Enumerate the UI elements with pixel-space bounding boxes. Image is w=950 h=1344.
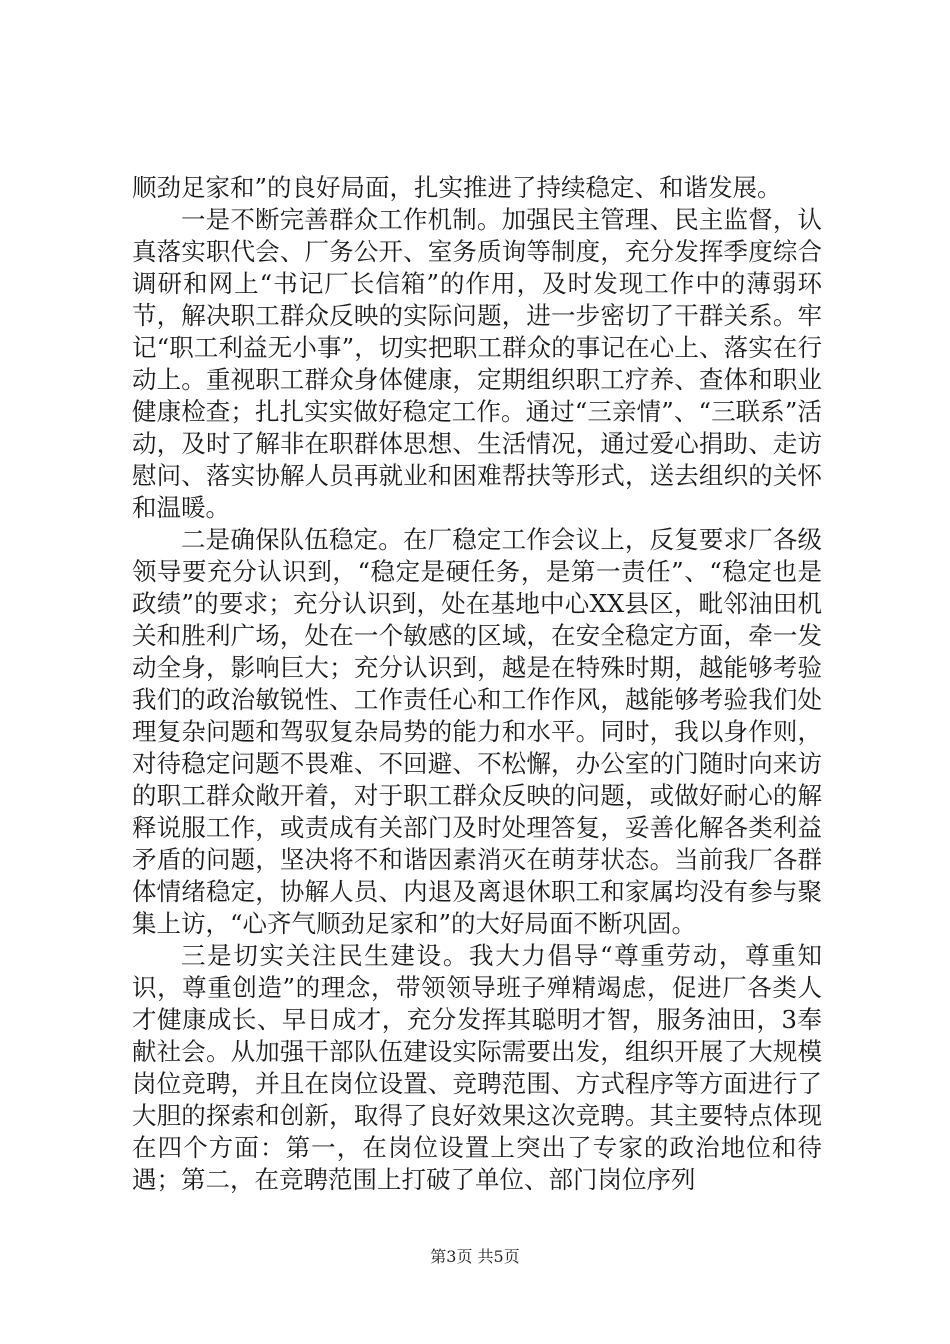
paragraph-livelihood: 三是切实关注民生建设。我大力倡导“尊重劳动，尊重知识，尊重创造”的理念，带领领导班子殚精竭虑，促进厂各类人才健康成长、早日成才，充分发挥其聪明才智，服务油田，3奉献社会。从加强干部队伍建设实际需要出发，组织开展了大规模岗位竞聘，并且在岗位设置、竞聘范围、方式程序等方面进行了大胆的探索和创新，取得了良好效果这次竞聘。其主要特点体现在四个方面：第一，在岗位设置上突出了专家的政治地位和待遇；第二，在竞聘范围上打破了单位、部门岗位序列 [132,941,822,1194]
paragraph-team-stability: 二是确保队伍稳定。在厂稳定工作会议上，反复要求厂各级领导要充分认识到，“稳定是硬任务，是第一责任”、“稳定也是政绩”的要求；充分认识到，处在基地中心XX县区，毗邻油田机关和胜利广场，处在一个敏感的区域，在安全稳定方面，牵一发动全身，影响巨大；充分认识到，越是在特殊时期，越能够考验我们的政治敏锐性、工作责任心和工作作风，越能够考验我们处理复杂问题和驾驭复杂局势的能力和水平。同时，我以身作则，对待稳定问题不畏难、不回避、不松懈，办公室的门随时向来访的职工群众敞开着，对于职工群众反映的问题，或做好耐心的解释说服工作，或责成有关部门及时处理答复，妥善化解各类利益矛盾的问题，坚决将不和谐因素消灭在萌芽状态。当前我厂各群体情绪稳定，协解人员、内退及离退休职工和家属均没有参与聚集上访，“心齐气顺劲足家和”的大好局面不断巩固。 [132,525,822,938]
paragraph-continuation: 顺劲足家和”的良好局面，扎实推进了持续稳定、和谐发展。 [132,173,782,202]
document-body [132,172,822,1196]
paragraph-mass-work-mechanism: 一是不断完善群众工作机制。加强民主管理、民主监督，认真落实职代会、厂务公开、室务质询等制度，充分发挥季度综合调研和网上“书记厂长信箱”的作用，及时发现工作中的薄弱环节，解决职工群众反映的实际问题，进一步密切了干群关系。牢记“职工利益无小事”，切实把职工群众的事记在心上、落实在行动上。重视职工群众身体健康，定期组织职工疗养、查体和职业健康检查；扎扎实实做好稳定工作。通过“三亲情”、“三联系”活动，及时了解非在职群体思想、生活情况，通过爱心捐助、走访慰问、落实协解人员再就业和困难帮扶等形式，送去组织的关怀和温暖。 [132,205,822,522]
page-number-footer: 第3页 共5页 [430,1247,520,1266]
